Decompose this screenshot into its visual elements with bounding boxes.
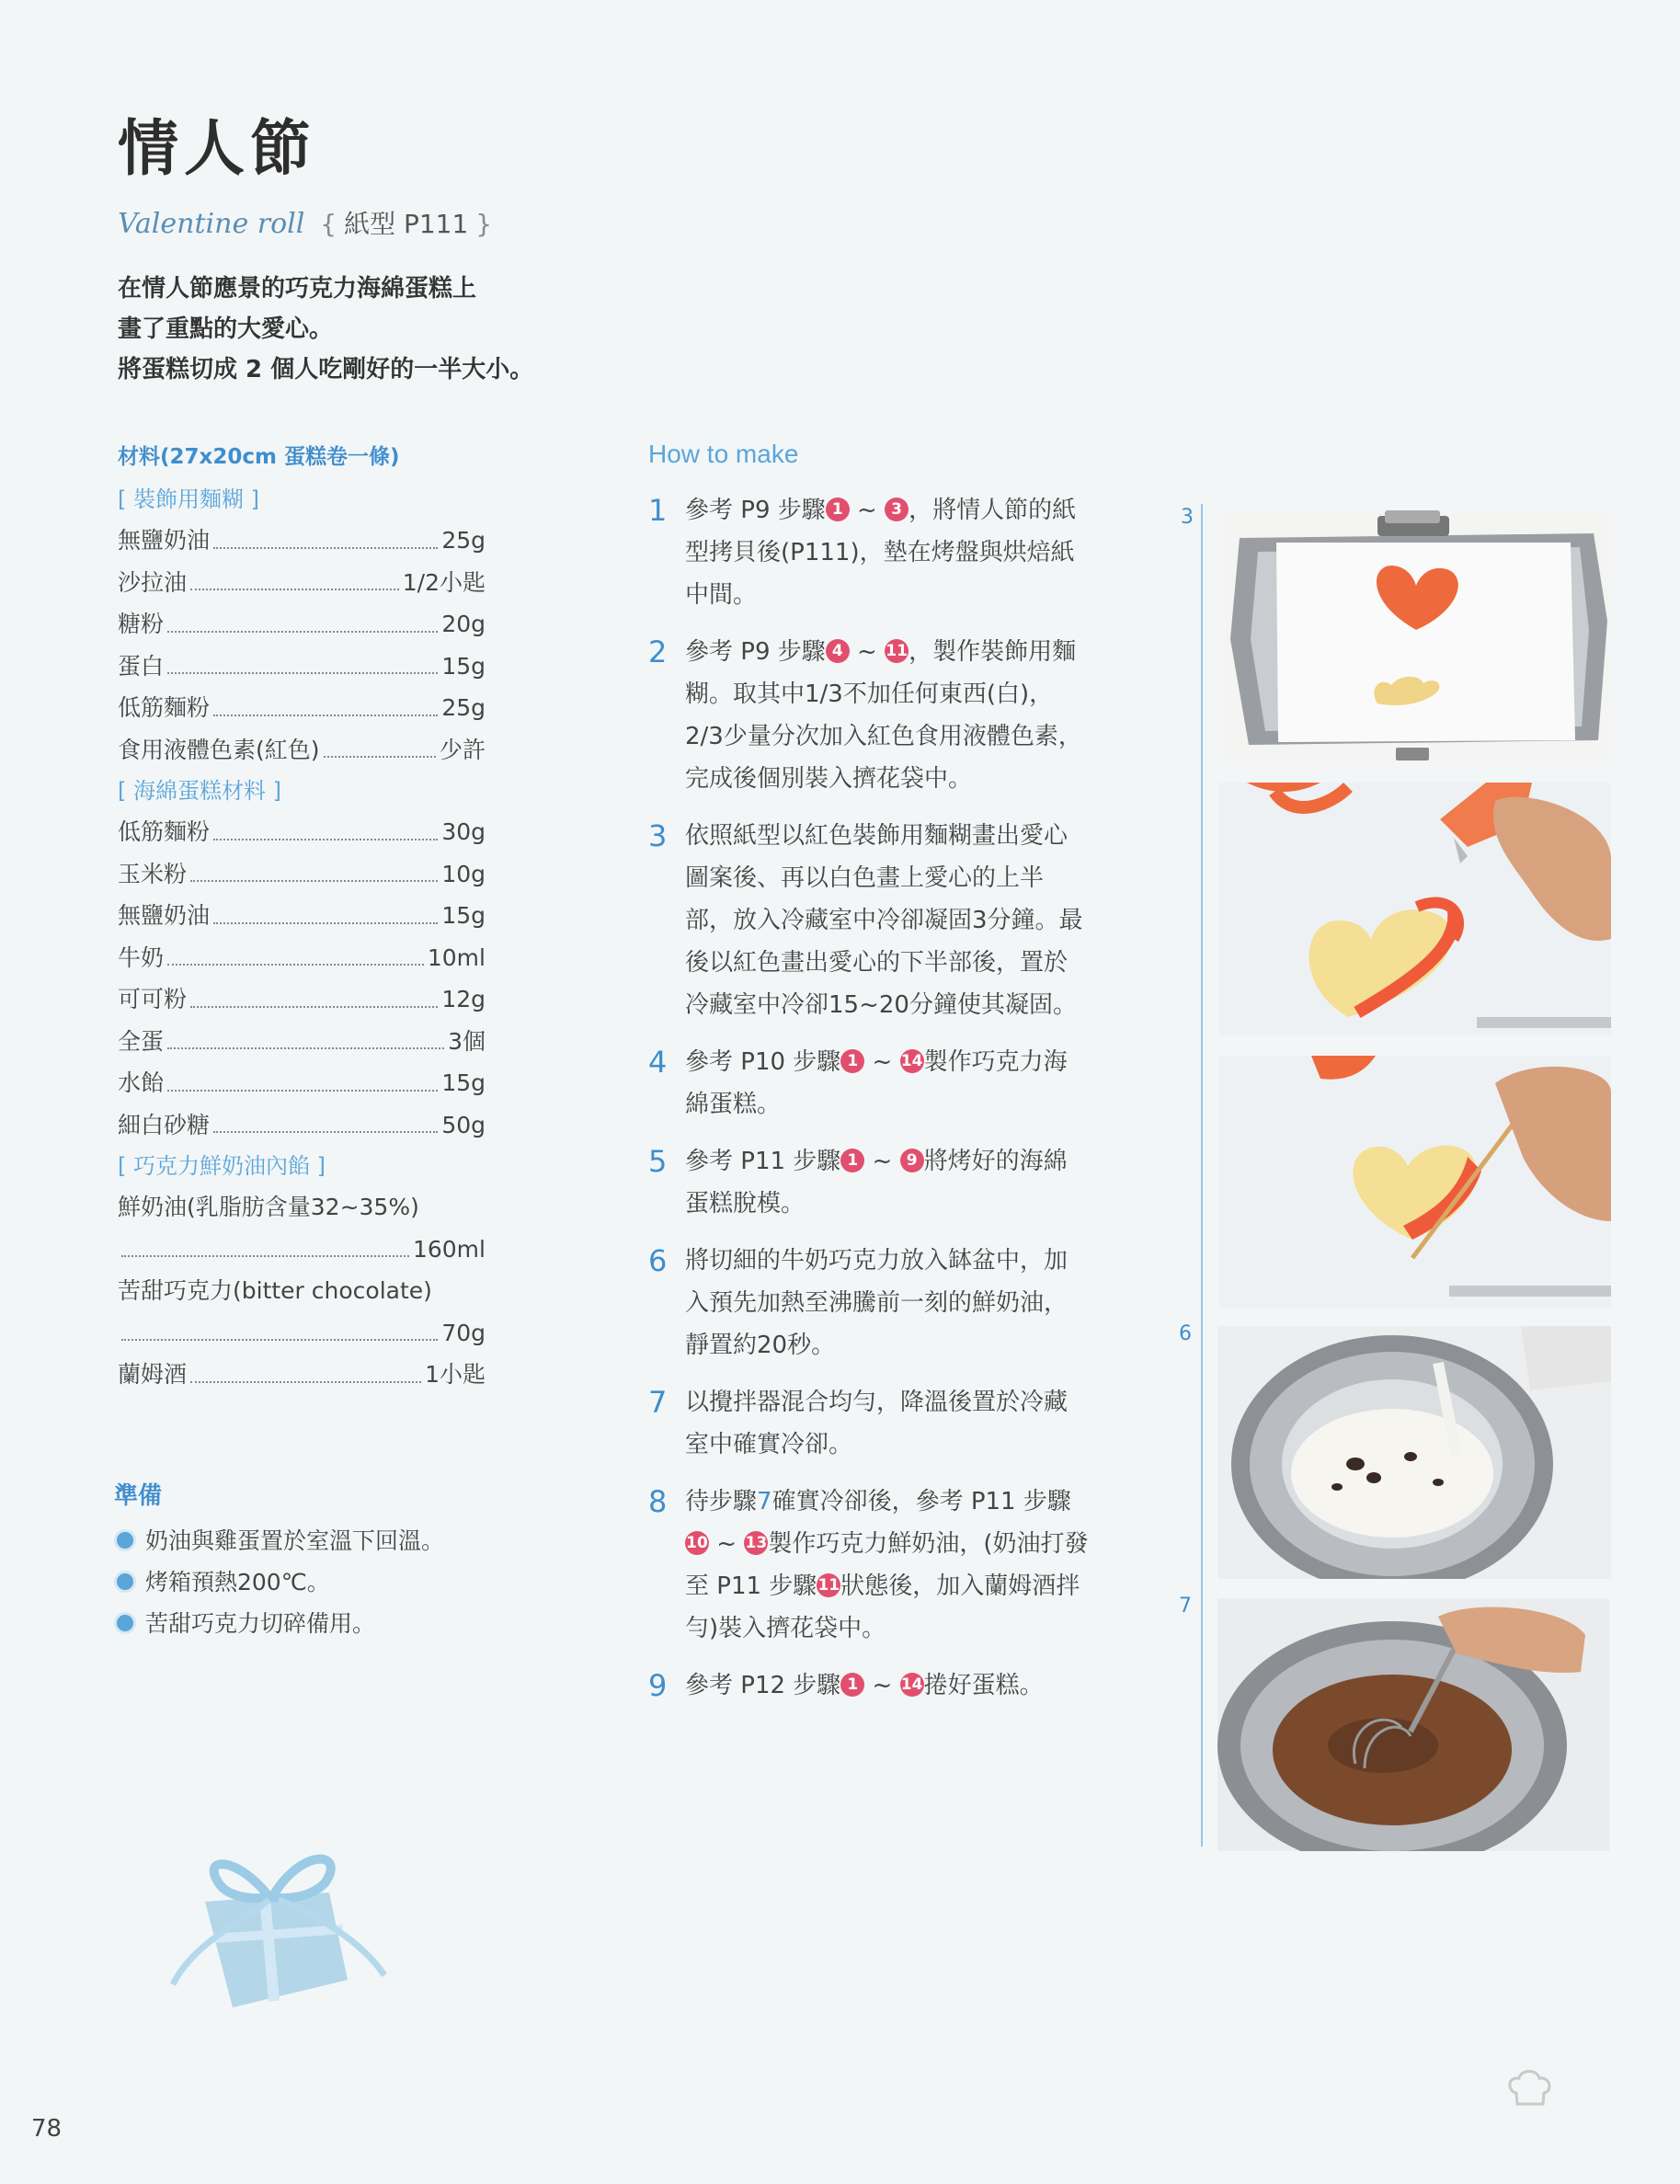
- ingredient-amount: 15g: [441, 652, 486, 680]
- leader-dots: [167, 964, 424, 966]
- gift-illustration: [164, 1828, 403, 2025]
- bullet-icon: [114, 1571, 136, 1593]
- ingredient-row: [118, 811, 486, 853]
- intro-line: 畫了重點的大愛心。: [118, 315, 334, 343]
- step-text-part: 參考 P10 步驟: [685, 1048, 841, 1076]
- step-text-part: 製作巧克力鮮奶油，(奶油打發至 P11 步驟: [685, 1530, 1089, 1600]
- step-text-part: ~: [864, 1672, 900, 1699]
- steps-list: [648, 489, 1090, 1707]
- ingredient-name: 糖粉: [118, 611, 165, 637]
- step-text-part: 捲好蛋糕。: [923, 1672, 1044, 1699]
- step-item: [648, 489, 1090, 616]
- ingredient-row: [118, 978, 486, 1021]
- ingredient-amount: 3個: [448, 1027, 486, 1055]
- step-ref-circle: 3: [885, 497, 909, 521]
- step-number: 9: [648, 1668, 668, 1703]
- leader-dots: [190, 1006, 438, 1008]
- step-ref-circle: 10: [685, 1531, 709, 1555]
- ingredient-row: [118, 1312, 486, 1355]
- leader-dots: [213, 1131, 438, 1133]
- leader-dots: [213, 715, 438, 716]
- step-text: [685, 1240, 1090, 1366]
- intro-line: 在情人節應景的巧克力海綿蛋糕上: [118, 275, 477, 303]
- step-text-part: ，將情人節的紙型拷貝後(P111)，墊在烤盤與烘焙紙中間。: [685, 497, 1077, 609]
- ingredient-name: 蘭姆酒: [118, 1361, 188, 1388]
- ingredient-name: 低筋麵粉: [118, 818, 211, 845]
- step-text-part: 製作巧克力海綿蛋糕。: [685, 1048, 1068, 1118]
- step-photo-pouring-cream: [1217, 1326, 1611, 1579]
- ingredient-row: [118, 1104, 486, 1147]
- ingredient-amount: 15g: [441, 1069, 486, 1096]
- ingredient-row: [118, 729, 486, 772]
- leader-dots: [190, 1381, 421, 1383]
- step-ref-circle: 1: [840, 1149, 864, 1172]
- step-item: [648, 1481, 1090, 1650]
- page-number: 78: [31, 2115, 63, 2143]
- ingredients-list: [118, 479, 486, 1396]
- ingredient-group-title: [ 巧克力鮮奶油內餡 ]: [118, 1153, 326, 1179]
- preparation-item: 苦甜巧克力切碎備用。: [114, 1603, 629, 1644]
- ingredient-row: [118, 1229, 486, 1271]
- step-item: [648, 1140, 1090, 1225]
- ingredient-row: [118, 1354, 486, 1396]
- step-ref-circle: 13: [744, 1531, 768, 1555]
- leader-dots: [167, 672, 438, 674]
- step-number: 4: [648, 1045, 668, 1080]
- ingredient-name: 細白砂糖: [118, 1111, 211, 1138]
- step-photo-tray: [1221, 510, 1611, 763]
- step-text-part: 參考 P12 步驟: [685, 1672, 841, 1699]
- ingredient-row: [118, 687, 486, 729]
- leader-dots: [121, 1255, 409, 1257]
- step-text-part: 確實冷卻後，參考 P11 步驟: [771, 1488, 1071, 1515]
- leader-dots: [121, 1339, 438, 1341]
- ingredient-row: [118, 853, 486, 896]
- step-text: [685, 1381, 1090, 1466]
- ingredient-amount: 20g: [441, 611, 486, 637]
- step-text-part: 參考 P11 步驟: [685, 1148, 841, 1175]
- step-photo-whisking: [1217, 1598, 1609, 1851]
- ingredient-name: 食用液體色素(紅色): [118, 736, 320, 763]
- step-text: [685, 489, 1090, 616]
- ingredient-name: 全蛋: [118, 1027, 165, 1055]
- subtitle-script: Valentine roll: [118, 208, 305, 240]
- ingredient-amount: 少許: [439, 736, 486, 763]
- preparation-section: [114, 1477, 629, 1644]
- step-number: 5: [648, 1144, 668, 1179]
- photo-label: 7: [1179, 1595, 1192, 1618]
- ingredient-amount: 15g: [441, 902, 486, 929]
- step-text: [685, 1481, 1090, 1650]
- ingredient-name: 可可粉: [118, 986, 188, 1012]
- step-text-part: ~: [864, 1148, 900, 1175]
- leader-dots: [167, 631, 438, 633]
- ingredient-row: [118, 1186, 486, 1229]
- steps-title: How to make: [648, 440, 799, 468]
- step-text-part: ~: [864, 1048, 900, 1076]
- subtitle-bracket-right: }: [475, 209, 493, 239]
- bullet-icon: [114, 1612, 136, 1634]
- step-text-part: 參考 P9 步驟: [685, 638, 826, 666]
- ingredient-row: [118, 1062, 486, 1104]
- ingredient-name: 蛋白: [118, 652, 165, 680]
- leader-dots: [190, 880, 438, 882]
- step-item: [648, 1381, 1090, 1466]
- step-ref-circle: 11: [817, 1573, 840, 1597]
- photo-label: 6: [1179, 1322, 1192, 1345]
- ingredient-row: [118, 520, 486, 562]
- ingredient-amount: 25g: [441, 527, 486, 554]
- step-text-part: 參考 P9 步驟: [685, 497, 826, 524]
- ingredients-title: 材料(27x20cm 蛋糕卷一條): [118, 445, 400, 469]
- preparation-item: 奶油與雞蛋置於室溫下回溫。: [114, 1520, 629, 1561]
- step-item: [648, 1240, 1090, 1366]
- step-ref-circle: 4: [826, 639, 850, 663]
- page-title: 情人節: [118, 113, 316, 184]
- ingredient-row: [118, 603, 486, 646]
- step-number: 8: [648, 1484, 668, 1519]
- step-text-part: ，製作裝飾用麵糊。取其中1/3不加任何東西(白)，2/3少量分次加入紅色食用液體色素，完成後個別裝入擠花袋中。: [685, 638, 1082, 793]
- step-photo-piping: [1219, 783, 1611, 1035]
- ingredients-section: [118, 440, 486, 1396]
- step-text-part: 將切細的牛奶巧克力放入缽盆中，加入預先加熱至沸騰前一刻的鮮奶油，靜置約20秒。: [685, 1247, 1069, 1359]
- step-ref-circle: 9: [900, 1149, 924, 1172]
- step-text-part: 將烤好的海綿蛋糕脫模。: [685, 1148, 1068, 1218]
- step-item: [648, 1664, 1090, 1707]
- ingredient-amount: 25g: [441, 694, 486, 721]
- preparation-title: 準備: [114, 1482, 163, 1510]
- chef-hat-icon: [1503, 2065, 1558, 2116]
- leader-dots: [167, 1090, 438, 1092]
- ingredient-amount: 30g: [441, 818, 486, 845]
- leader-dots: [167, 1047, 444, 1049]
- step-ref-circle: 1: [840, 1049, 864, 1073]
- intro-text: [118, 269, 633, 390]
- ingredient-amount: 70g: [441, 1319, 486, 1346]
- steps-section: [648, 440, 1090, 1721]
- ingredient-amount: 50g: [441, 1111, 486, 1138]
- step-text: [685, 631, 1090, 800]
- step-photo-skewer: [1219, 1056, 1611, 1309]
- ingredient-row: [118, 895, 486, 937]
- divider-line: [1201, 504, 1203, 1847]
- step-text-part: ~: [709, 1530, 745, 1558]
- ingredient-group-title: [ 裝飾用麵糊 ]: [118, 486, 259, 512]
- step-ref-circle: 14: [900, 1673, 924, 1697]
- step-text: [685, 1041, 1090, 1126]
- ingredient-name: 玉米粉: [118, 860, 188, 887]
- ingredient-name: 鮮奶油(乳脂肪含量32~35%): [118, 1194, 419, 1220]
- subtitle-row: [118, 204, 499, 241]
- step-number: 6: [648, 1243, 668, 1278]
- leader-dots: [213, 547, 438, 549]
- ingredient-name: 沙拉油: [118, 568, 188, 596]
- step-ref-circle: 14: [900, 1049, 924, 1073]
- ingredient-amount: 12g: [441, 986, 486, 1012]
- ingredient-amount: 10ml: [427, 943, 486, 971]
- ingredient-group-title: [ 海綿蛋糕材料 ]: [118, 778, 281, 804]
- ingredient-row: [118, 937, 486, 979]
- leader-dots: [190, 589, 399, 590]
- ingredient-name: 水飴: [118, 1069, 165, 1096]
- step-number: 2: [648, 635, 668, 669]
- step-number: 7: [648, 1385, 668, 1420]
- leader-dots: [213, 922, 438, 924]
- bullet-icon: [114, 1529, 136, 1551]
- step-ref-circle: 1: [826, 497, 850, 521]
- ingredient-row: [118, 646, 486, 688]
- pattern-reference: 紙型 P111: [344, 209, 469, 239]
- ingredient-row: [118, 1021, 486, 1063]
- leader-dots: [213, 839, 438, 840]
- leader-dots: [324, 756, 436, 758]
- ingredient-amount: 10g: [441, 860, 486, 887]
- step-item: [648, 815, 1090, 1026]
- step-number: 1: [648, 493, 668, 528]
- ingredient-name: 低筋麵粉: [118, 694, 211, 721]
- step-text: [685, 1140, 1090, 1225]
- ingredient-row: [118, 562, 486, 604]
- ingredient-name: 牛奶: [118, 943, 165, 971]
- step-text-part: 依照紙型以紅色裝飾用麵糊畫出愛心圖案後、再以白色畫上愛心的上半部，放入冷藏室中冷卻凝固3分鐘。最後以紅色畫出愛心的下半部後，置於冷藏室中冷卻15~20分鐘使其凝固。: [685, 822, 1083, 1019]
- step-item: [648, 631, 1090, 800]
- step-text-part: 狀態後，加入蘭姆酒拌勻)裝入擠花袋中。: [685, 1572, 1080, 1642]
- step-ref-circle: 1: [840, 1673, 864, 1697]
- intro-line: 將蛋糕切成 2 個人吃剛好的一半大小。: [118, 356, 534, 383]
- step-text-part: ~: [849, 497, 886, 524]
- preparation-item: 烤箱預熱200℃。: [114, 1561, 629, 1603]
- photo-label: 3: [1181, 506, 1194, 529]
- ingredient-amount: 1/2小匙: [402, 568, 486, 596]
- ingredient-amount: 1小匙: [425, 1361, 486, 1388]
- ingredient-amount: 160ml: [412, 1235, 486, 1263]
- step-text: [685, 815, 1090, 1026]
- ingredient-row: [118, 1270, 486, 1312]
- step-ref: 7: [757, 1488, 772, 1515]
- step-text-part: 以攪拌器混合均勻，降溫後置於冷藏室中確實冷卻。: [685, 1389, 1069, 1458]
- step-item: [648, 1041, 1090, 1126]
- step-text: [685, 1664, 1044, 1707]
- subtitle-bracket-left: {: [320, 209, 337, 239]
- step-text-part: 待步驟: [685, 1488, 758, 1515]
- step-ref-circle: 11: [885, 639, 909, 663]
- ingredient-name: 無鹽奶油: [118, 902, 211, 929]
- ingredient-name: 無鹽奶油: [118, 527, 211, 554]
- ingredient-name: 苦甜巧克力(bitter chocolate): [118, 1277, 432, 1304]
- step-number: 3: [648, 818, 668, 853]
- step-text-part: ~: [849, 638, 886, 666]
